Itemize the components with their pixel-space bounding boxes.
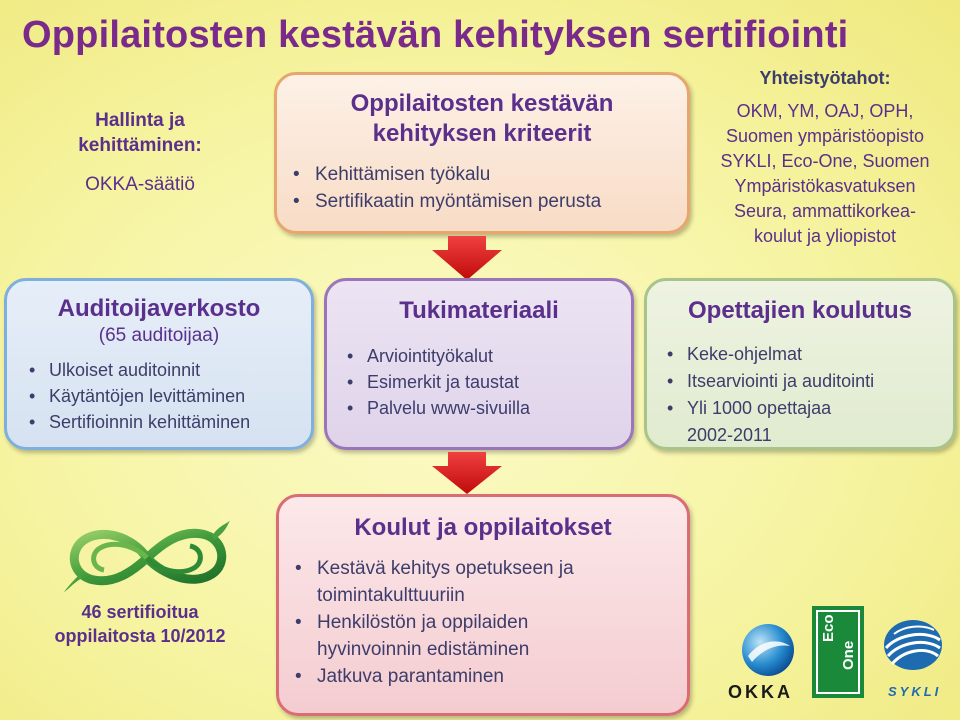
sykli-logo-icon — [882, 618, 944, 672]
support-list — [327, 343, 631, 421]
list-item: • Esimerkit ja taustat — [367, 369, 631, 395]
schools-list — [279, 555, 687, 690]
list-item: • Sertifioinnin kehittäminen — [49, 409, 311, 435]
criteria-box — [274, 72, 690, 234]
list-item: • Ulkoiset auditoinnit — [49, 357, 311, 383]
auditors-box — [4, 278, 314, 450]
partners-block — [694, 66, 956, 249]
list-item: • Itsearviointi ja auditointi — [687, 368, 953, 395]
schools-heading: Koulut ja oppilaitokset — [354, 514, 612, 541]
infinity-leaf-icon — [62, 518, 232, 594]
list-item-continuation: 2002-2011 — [687, 425, 772, 445]
sykli-logo-text: SYKLI — [888, 684, 942, 699]
schools-box — [276, 494, 690, 716]
support-heading: Tukimateriaali — [399, 297, 559, 324]
list-item: • Yli 1000 opettajaa — [687, 395, 953, 422]
auditors-heading: Auditoijaverkosto — [57, 295, 261, 322]
ecoone-logo-one: One — [840, 640, 857, 670]
ecoone-logo — [812, 606, 864, 698]
down-arrow-icon — [432, 236, 502, 280]
okka-logo-icon — [738, 620, 798, 678]
partners-line: Suomen ympäristöopisto — [725, 126, 925, 146]
list-item: • Henkilöstön ja oppilaiden — [317, 609, 687, 636]
partners-line: SYKLI, Eco-One, Suomen — [720, 151, 930, 171]
partners-line: OKM, YM, OAJ, OPH, — [736, 101, 914, 121]
criteria-list — [277, 161, 687, 215]
teachers-list — [647, 341, 953, 449]
list-item: • Kehittämisen työkalu — [315, 161, 687, 188]
list-item-continuation: hyvinvoinnin edistäminen — [317, 639, 530, 660]
partners-line: Seura, ammattikorkea- — [733, 201, 917, 221]
auditors-list — [7, 357, 311, 435]
okka-logo-text: OKKA — [728, 682, 793, 702]
auditors-count: (65 auditoijaa) — [98, 325, 220, 346]
support-material-box — [324, 278, 634, 450]
list-item: • Palvelu www-sivuilla — [367, 395, 631, 421]
list-item: • Sertifikaatin myöntämisen perusta — [315, 188, 687, 215]
management-heading-line2: kehittäminen: — [78, 135, 202, 156]
down-arrow-icon — [432, 452, 502, 494]
teachers-heading: Opettajien koulutus — [687, 297, 912, 324]
list-item: • Käytäntöjen levittäminen — [49, 383, 311, 409]
list-item: • Keke-ohjelmat — [687, 341, 953, 368]
partners-line: Ympäristökasvatuksen — [734, 176, 916, 196]
list-item: • Kestävä kehitys opetukseen ja — [317, 555, 687, 582]
teacher-training-box — [644, 278, 956, 450]
list-item-continuation: toimintakulttuuriin — [317, 585, 465, 606]
management-heading-line1: Hallinta ja — [95, 110, 185, 131]
list-item: • Jatkuva parantaminen — [317, 663, 687, 690]
ecoone-logo-eco: Eco — [820, 614, 837, 642]
management-block — [40, 108, 240, 197]
partners-heading: Yhteistyötahot: — [759, 68, 891, 88]
management-name: OKKA-säätiö — [85, 174, 195, 195]
certified-count: 46 sertifioitua oppilaitosta 10/2012 — [54, 602, 226, 646]
list-item: • Arviointityökalut — [367, 343, 631, 369]
partners-line: koulut ja yliopistot — [753, 226, 897, 246]
page-title: Oppilaitosten kestävän kehityksen sertifiointi — [22, 14, 849, 56]
criteria-heading: Oppilaitosten kestävän kehityksen kriteerit — [350, 90, 614, 147]
